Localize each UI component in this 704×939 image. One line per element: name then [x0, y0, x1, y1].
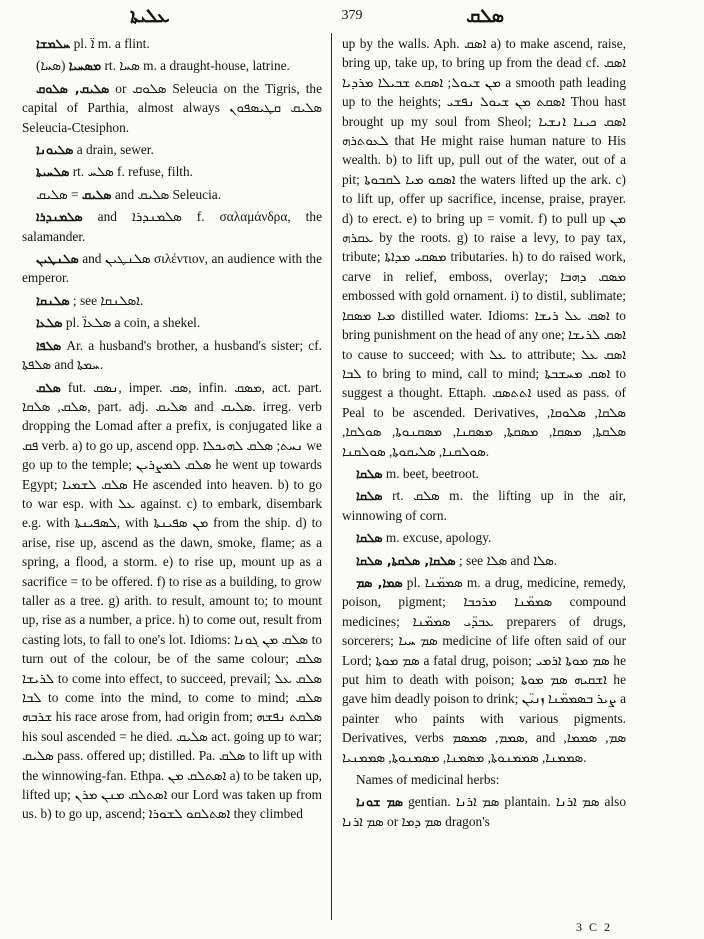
left-column: [22, 34, 322, 917]
entry-text: pl. ܣܠܥܐ̈ a coin, a shekel.: [65, 315, 201, 331]
column-divider: [331, 33, 332, 920]
entry-text: gentian. ܣܡ ܐܪܢܐ plantain. ܣܡ ܐܪܢܐ also ܣܡ ܐܪܢܐ or ܣܡ ܕܡܐ dragon's: [342, 794, 626, 829]
dictionary-entry: [22, 291, 322, 310]
syriac-headword: ܣܠܦܐ: [36, 337, 62, 353]
syriac-headword: ܣܠܝܩ: [81, 186, 112, 202]
dictionary-entry: [22, 185, 322, 204]
dictionary-entry: [342, 792, 626, 831]
entry-text: = ܣܠܝܩ and ܣܠܝܩ Seleucia.: [36, 186, 222, 202]
dictionary-entry: [22, 249, 322, 288]
dictionary-entry: [22, 162, 322, 181]
syriac-headword: ܡܣܚܝܐ: [68, 58, 102, 74]
entry-text: Names of medicinal herbs:: [356, 772, 500, 788]
entry-text: m. beet, beetroot.: [385, 465, 479, 481]
dictionary-entry: [22, 140, 322, 159]
dictionary-entry: [22, 207, 322, 246]
entry-text: (ܣܚܐ) rt. ܣܚܐ m. a draught-house, latrine.: [36, 58, 290, 74]
entry-text: and ܣܠܡܢܕܪܐ f. σαλαμάνδρα, the salamander.: [22, 209, 322, 244]
dictionary-entry: [22, 56, 322, 75]
section-heading: [342, 770, 626, 789]
signature-mark: 3 C 2: [575, 920, 612, 934]
entry-text: fut. ܢܣܩ, imper. ܣܩ, infin. ܡܣܩ, act. part. ܣܠܩ, ܣܠܩܐ, part. adj. ܣܠܝܩ and ܣܠܝܩ. irreg. verb dropping the Lomad after a prefix, is conjugated like a ܦܩ verb. a) to go up, ascend opp. ܢܚܬ; ܣܠܩ ܠܗܝܟܠܐ we go up to the temple; ܣܠܩ ܠܡܨܪܝܢ he went up towards Egypt; ܣܠܩ ܠܫܡܝܐ He ascended into heaven. b) to go to war esp. with ܥܠ against. c) to embark, disembark e.g. with ܠܣܦܝܢܬܐ, with ܡܢ ܣܦܝܢܬܐ from the ship. d) to arise, rise up, ascend as the dawn, smoke, flame; as a spring, a flood, a storm. e) to rise up, mount up as a sacrifice = to be offered. f) to rise as a building, to grow taller as a tree. g) arith. to result, amount to; to mount up, rise as a number, a price. h) to come out, result from casting lots, to fall to one's lot. Idioms: ܣܠܩ ܡܢ ܓܘܢܐ to turn out of the colour, be of the same colour; ܣܠܩ ܠܪܝܫܐ to come into effect, to succeed, prevail; ܣܠܩ ܥܠ ܠܒܐ to come into the mind, to come to mind; ܣܠܩ ܫܪܒܗ his race arose from, had origin from; ܣܠܩܬ ܢܦܫܗ his soul ascended = he died. ܣܠܝܩ act. going up to war; ܣܠܝܩ pass. offered up; distilled. Pa. ܣܠܩ to lift up with the winnowing-fan. Ethpa. ܐܣܬܠܩ ܡܢ a) to be taken up, lifted up; ܐܣܬܠܩ ܡܢܢ ܡܪܢ our Lord was taken up from us. b) to go up, ascend; ܐܣܬܠܩܘ ܠܫܘܪܐ they climbed: [22, 379, 322, 822]
entry-text: pl. ܐ̈ m. a flint.: [73, 36, 150, 51]
syriac-headword: ܣܠܢܩܐ: [36, 292, 70, 308]
dictionary-entry: [22, 336, 322, 375]
dictionary-entry: [342, 486, 626, 525]
syriac-headword: ܣܠܩܐ: [356, 530, 383, 546]
entry-text: and ܣܠܢܛܝܢ σιλέντιον, an audience with the emperor.: [22, 251, 322, 286]
entry-text: a drain, sewer.: [76, 142, 154, 158]
syriac-headword: ܣܠܩ: [36, 379, 61, 395]
entry-text: m. excuse, apology.: [385, 530, 492, 546]
entry-text: rt. ܣܠܚ f. refuse, filth.: [72, 164, 193, 180]
dictionary-entry: [342, 573, 626, 767]
dictionary-entry: [342, 464, 626, 483]
entry-text: up by the walls. Aph. ܐܣܩ a) to make ascend, raise, bring up, take up, to bring up from the dead cf. ܐܣܩ ܡܢ ܫܝܘܠ; ܐܣܩܬ ܫܒܝܠܐ ܡܪܕܝܐ a smooth path leading up to the heights; ܐܣܩܬ ܡܢ ܫܝܘܠ ܢܦܫܝ Thou hast brought up my soul from Sheol; ܐܣܩ ܟܝܢܐ ܐܢܫܝܐ ܠܥܘܬܪܗ that He might raise human nature to His wealth. b) to lift up, pull out of the water, out of a pit; ܐܣܩܘ ܡܝܐ ܠܩܒܘܬܐ the waters lifted up the ark. c) to lift up, offer up sacrifice, incense, praise, prayer. d) to erect. e) to bring up = vomit. f) to pull up ܡܢ ܥܩܪܗ by the roots. g) to raise a levy, to pay tax, tribute; ܡܣܩܝ ܡܕܐܬܐ tributaries. h) to do raised work, carve in relief, emboss, overlay; ܡܣܩ ܕܗܒܐ embossed with gold ornament. i) to distil, sublimate; ܡܝܐ ܡܣܩܐ distilled water. Idioms: ܐܣܩ ܥܠ ܪܝܫܐ to bring punishment on the head of any one; ܐܣܩ ܠܪܝܫܐ to cause to succeed; with ܥܠ to attribute; ܐܣܩ ܥܠ ܠܒܐ to bring to mind, call to mind; ܐܣܩ ܡܚܫܒܬܐ to suggest a thought. Ettaph. ܐܬܬܣܩ used as pass. of Peal to be ascended. Derivatives, ܣܠܩܐ, ܣܠܘܩܐ, ܣܠܩܬܐ, ܡܣܩܐ, ܡܣܩܬܐ, ܡܣܩܢܐ, ܡܣܩܢܘܬܐ, ܣܘܠܩܐ, ܣܘܠܩܢܐ, ܣܠܝܩܘܬܐ, ܣܘܠܩܢܐ.: [342, 36, 626, 459]
dictionary-entry: [342, 528, 626, 547]
running-header: [0, 6, 704, 28]
entry-text: Ar. a husband's brother, a husband's sister; cf. ܣܠܦܬܐ and ܚܡܬܐ.: [22, 337, 322, 373]
dictionary-entry: [22, 34, 322, 53]
header-left-syriac: ܥܠܝܬܐ: [130, 6, 170, 27]
syriac-headword: ܣܠܚܝܬܐ: [36, 164, 70, 180]
entry-text: or ܣܠܘܩ Seleucia on the Tigris, the capital of Parthia, almost always ܣܠܝܩ ܩܛܝܣܦܘܢ Seleucia-Ctesiphon.: [22, 80, 322, 135]
syriac-headword: ܣܠܩܐ: [356, 465, 383, 481]
syriac-headword: ܚܠܡܫܐ: [36, 36, 71, 51]
page-number: 379: [341, 8, 363, 23]
syriac-headword: ܣܠܢܛܝܢ: [36, 251, 79, 267]
syriac-headword: ܣܠܡܢܕܪܐ: [36, 209, 83, 225]
dictionary-entry: [22, 313, 322, 332]
syriac-headword: ܣܠܩܐ: [356, 488, 383, 504]
syriac-headword: ܣܡܐ, ܣܡ: [356, 574, 403, 590]
entry-text: ; see ܣܠܐ and ܣܠܐ.: [459, 552, 558, 568]
entry-text: rt. ܣܠܩ m. the lifting up in the air, winnowing of corn.: [342, 488, 626, 523]
syriac-headword: ܣܡ ܫܘܢܐ: [356, 794, 403, 810]
entry-text: ; see ܐܣܠܢܩܐ.: [72, 292, 144, 308]
syriac-headword: ܣܠܥܐ: [36, 315, 63, 331]
syriac-headword: ܣܠܝܘܢܐ: [36, 142, 74, 158]
dictionary-entry: [342, 34, 626, 461]
dictionary-entry: [22, 79, 322, 137]
entry-text: pl. ܣܡܡ̈ܢܐ m. a drug, medicine, remedy, poison, pigment; ܣܡܡ̈ܢܐ ܡܪܟܒܐ compound medicines; ܥܒܕ̈ܝ ܣܡܡ̈ܢܐ preparers of drugs, sorcerers; ܣܡ ܚܝܐ medicine of life often said of our Lord; ܣܡ ܡܘܬܐ a fatal drug, poison; ܣܡ ܡܘܬܐ ܐܪܡܝ he put him to death with poison; ܐܫܩܝܗ ܣܡ ܡܘܬܐ he gave him deadly poison to drink; ܨܝܪ ܒܣܡܡ̈ܢܐ ܙܢܝ̈ܢ a painter who paints with various pigments. Derivatives, verbs ܣܡܡ, ܣܡܣܡ, and ܣܡ, ܣܡܡܐ, ܣܡܡܢܐ, ܣܡܡܢܘܬܐ, ܡܣܡܢܐ, ܡܣܡܢܘܬܐ, ܣܡܡܢܝܐ.: [342, 574, 626, 765]
header-right-syriac: ܣܠܩ: [466, 6, 504, 27]
dictionary-entry: [342, 551, 626, 570]
syriac-headword: ܣܠܝܩ, ܣܠܘܩ: [36, 80, 110, 96]
syriac-headword: ܣܠܩܐ, ܣܠܩܬܐ, ܣܠܩܐ: [356, 552, 456, 568]
right-column: [342, 34, 626, 917]
dictionary-entry: [22, 378, 322, 824]
